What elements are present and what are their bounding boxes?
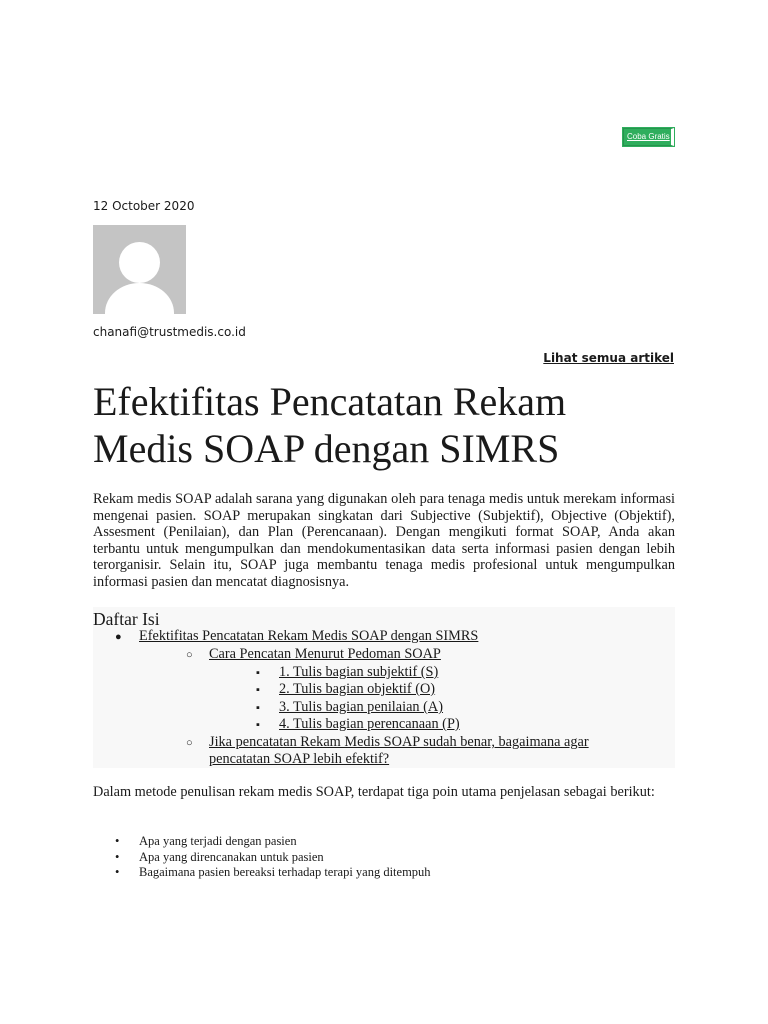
square-bullet-icon: ▪	[256, 684, 260, 696]
toc-link[interactable]: Jika pencatatan Rekam Medis SOAP sudah benar, bagaimana agar	[209, 734, 589, 750]
key-points-list	[93, 834, 431, 881]
square-bullet-icon: ▪	[256, 719, 260, 731]
square-bullet-icon: ▪	[256, 667, 260, 679]
list-item	[93, 865, 431, 881]
bullet-icon: •	[115, 849, 120, 864]
toc-link[interactable]: pencatatan SOAP lebih efektif?	[209, 751, 390, 767]
circle-bullet-icon: ○	[186, 649, 193, 661]
toc-link[interactable]: 3. Tulis bagian penilaian (A)	[279, 699, 444, 715]
user-placeholder-icon	[93, 225, 186, 314]
toc-item	[93, 751, 389, 769]
body-paragraph: Dalam metode penulisan rekam medis SOAP, terdapat tiga poin utama penjelasan sebagai berikut:	[93, 784, 655, 800]
square-bullet-icon: ▪	[256, 702, 260, 714]
list-item-text: Apa yang terjadi dengan pasien	[139, 834, 297, 848]
post-date: 12 October 2020	[93, 199, 195, 213]
bullet-icon: •	[115, 834, 120, 848]
toc-item	[93, 664, 438, 682]
list-item-text: Apa yang direncanakan untuk pasien	[139, 849, 324, 864]
table-of-contents	[93, 607, 675, 768]
circle-bullet-icon: ○	[186, 737, 193, 749]
list-item	[93, 850, 431, 866]
toc-item	[93, 699, 443, 717]
toc-link[interactable]: 1. Tulis bagian subjektif (S)	[279, 664, 439, 680]
bullet-icon: •	[115, 865, 120, 879]
toc-title: Daftar Isi	[93, 609, 160, 629]
article-title: Efektifitas Pencatatan Rekam Medis SOAP dengan SIMRS	[93, 379, 567, 471]
toc-link[interactable]: 4. Tulis bagian perencanaan (P)	[279, 716, 460, 732]
author-email: chanafi@trustmedis.co.id	[93, 325, 246, 339]
list-item-text: Bagaimana pasien bereaksi terhadap terapi yang ditempuh	[139, 865, 431, 879]
toc-item	[93, 628, 478, 646]
toc-link[interactable]: Efektifitas Pencatatan Rekam Medis SOAP dengan SIMRS	[139, 628, 479, 644]
list-item	[93, 834, 431, 850]
toc-item	[93, 646, 441, 664]
toc-link[interactable]: 2. Tulis bagian objektif (O)	[279, 681, 436, 697]
toc-item	[93, 681, 435, 699]
toc-item	[93, 716, 460, 734]
free-trial-button[interactable]: Coba Gratis	[623, 128, 674, 146]
toc-link[interactable]: Cara Pencatan Menurut Pedoman SOAP	[209, 646, 441, 662]
intro-paragraph: Rekam medis SOAP adalah sarana yang digunakan oleh para tenaga medis untuk merekam informasi mengenai pasien. SOAP merupakan singkatan dari Subjective (Subjektif), Objective (Objektif), Assesment (Penilaian), dan Plan (Perencanaan). Dengan mengikuti format SOAP, Anda akan terbantu untuk mengumpulkan dan mendokumentasikan data serta informasi pasien dengan lebih terorganisir. Selain itu, SOAP juga membantu tenaga medis profesional untuk mengumpulkan informasi pasien dan mencatat diagnosisnya.	[93, 491, 675, 590]
all-articles-link[interactable]: Lihat semua artikel	[543, 351, 674, 365]
toc-item	[93, 734, 589, 752]
bullet-icon: ●	[115, 631, 122, 643]
